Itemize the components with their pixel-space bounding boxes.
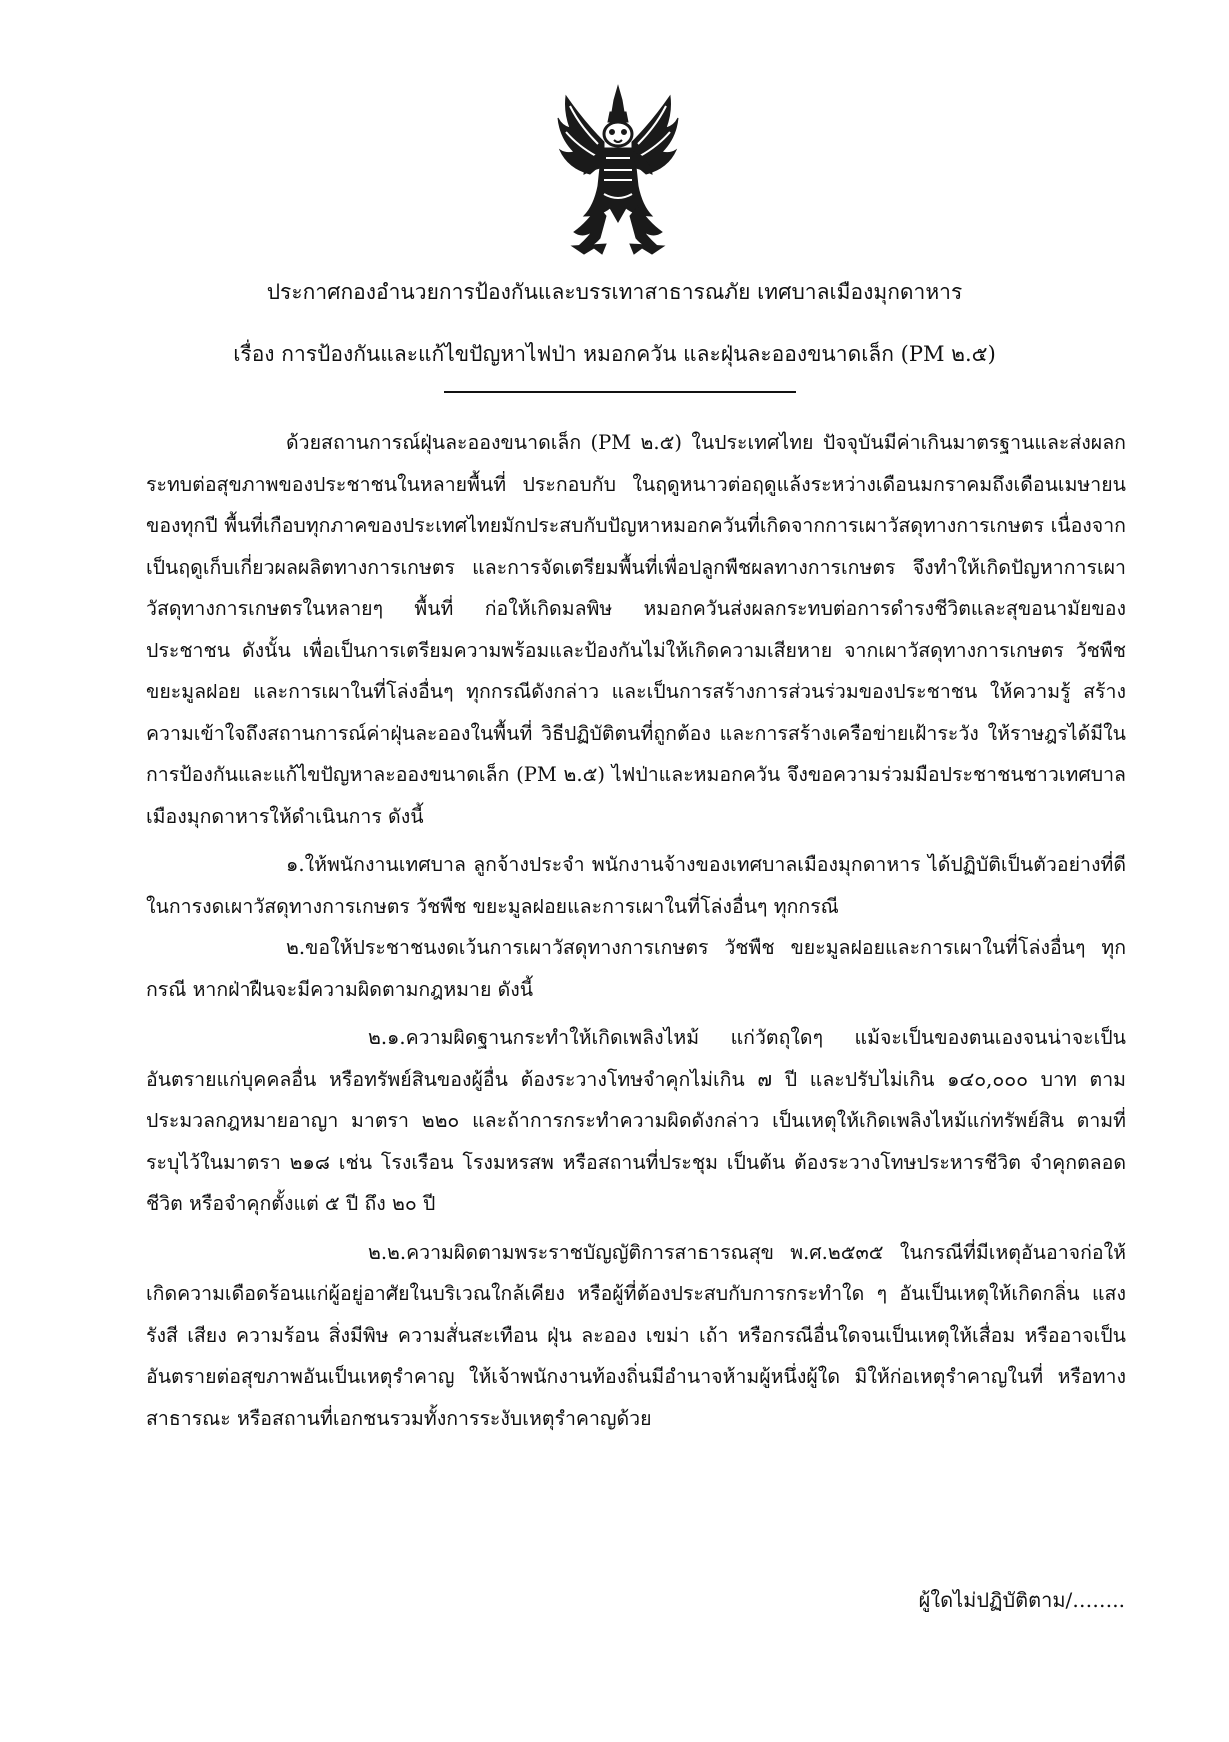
item-1-paragraph: ๑.ให้พนักงานเทศบาล ลูกจ้างประจำ พนักงานจ้างของเทศบาลเมืองมุกดาหาร ได้ปฏิบัติเป็นตัวอย่างที่ดี ในการงดเผาวัสดุทางการเกษตร วัชพืช ขยะมูลฝอยและการเผาในที่โล่งอื่นๆ ทุกกรณี: [146, 853, 1126, 918]
item-2-paragraph: ๒.ขอให้ประชาชนงดเว้นการเผาวัสดุทางการเกษตร วัชพืช ขยะมูลฝอยและการเผาในที่โล่งอื่นๆ ทุกกรณี หากฝ่าฝืนจะมีความผิดตามกฎหมาย ดังนี้: [146, 936, 1126, 1001]
item-2-2-paragraph: ๒.๒.ความผิดตามพระราชบัญญัติการสาธารณสุข พ.ศ.๒๕๓๕ ในกรณีที่มีเหตุอันอาจก่อให้เกิดความเดือดร้อนแก่ผู้อยู่อาศัยในบริเวณใกล้เคียง หรือผู้ที่ต้องประสบกับการกระทำใด ๆ อันเป็นเหตุให้เกิดกลิ่น แสง รังสี เสียง ความร้อน สิ่งมีพิษ ความสั่นสะเทือน ฝุ่น ละออง เขม่า เถ้า หรือกรณีอื่นใดจนเป็นเหตุให้เสื่อม หรืออาจเป็นอันตรายต่อสุขภาพอันเป็นเหตุรำคาญ ให้เจ้าพนักงานท้องถิ่นมีอำนาจห้ามผู้หนึ่งผู้ใด มิให้ก่อเหตุรำคาญในที่ หรือทางสาธารณะ หรือสถานที่เอกชนรวมทั้งการระงับเหตุรำคาญด้วย: [146, 1240, 1126, 1430]
continued-footer: ผู้ใดไม่ปฏิบัติตาม/……..: [918, 1588, 1125, 1612]
garuda-emblem-icon: [554, 82, 682, 258]
announcement-subject: เรื่อง การป้องกันและแก้ไขปัญหาไฟป่า หมอกควัน และฝุ่นละอองขนาดเล็ก (PM ๒.๕): [233, 342, 996, 366]
announcement-title: ประกาศกองอำนวยการป้องกันและบรรเทาสาธารณภัย เทศบาลเมืองมุกดาหาร: [266, 280, 963, 304]
title-divider: [444, 391, 796, 393]
item-2-1-paragraph: ๒.๑.ความผิดฐานกระทำให้เกิดเพลิงไหม้ แก่วัตถุใดๆ แม้จะเป็นของตนเองจนน่าจะเป็นอันตรายแก่บุคคลอื่น หรือทรัพย์สินของผู้อื่น ต้องระวางโทษจำคุกไม่เกิน ๗ ปี และปรับไม่เกิน ๑๔๐,๐๐๐ บาท ตามประมวลกฎหมายอาญา มาตรา ๒๒๐ และถ้าการกระทำความผิดดังกล่าว เป็นเหตุให้เกิดเพลิงไหม้แก่ทรัพย์สิน ตามที่ระบุไว้ในมาตรา ๒๑๘ เช่น โรงเรือน โรงมหรสพ หรือสถานที่ประชุม เป็นต้น ต้องระวางโทษประหารชีวิต จำคุกตลอดชีวิต หรือจำคุกตั้งแต่ ๕ ปี ถึง ๒๐ ปี: [146, 1026, 1126, 1215]
intro-paragraph: ด้วยสถานการณ์ฝุ่นละอองขนาดเล็ก (PM ๒.๕) ในประเทศไทย ปัจจุบันมีค่าเกินมาตรฐานและส่งผลกระทบต่อสุขภาพของประชาชนในหลายพื้นที่ ประกอบกับ ในฤดูหนาวต่อฤดูแล้งระหว่างเดือนมกราคมถึงเดือนเมษายน ของทุกปี พื้นที่เกือบทุกภาคของประเทศไทยมักประสบกับปัญหาหมอกควันที่เกิดจากการเผาวัสดุทางการเกษตร เนื่องจากเป็นฤดูเก็บเกี่ยวผลผลิตทางการเกษตร และการจัดเตรียมพื้นที่เพื่อปลูกพืชผลทางการเกษตร จึงทำให้เกิดปัญหาการเผาวัสดุทางการเกษตรในหลายๆ พื้นที่ ก่อให้เกิดมลพิษ หมอกควันส่งผลกระทบต่อการดำรงชีวิตและสุขอนามัยของประชาชน ดังนั้น เพื่อเป็นการเตรียมความพร้อมและป้องกันไม่ให้เกิดความเสียหาย จากเผาวัสดุทางการเกษตร วัชพืช ขยะมูลฝอย และการเผาในที่โล่งอื่นๆ ทุกกรณีดังกล่าว และเป็นการสร้างการส่วนร่วมของประชาชน ให้ความรู้ สร้างความเข้าใจถึงสถานการณ์ค่าฝุ่นละอองในพื้นที่ วิธีปฏิบัติตนที่ถูกต้อง และการสร้างเครือข่ายเฝ้าระวัง ให้ราษฎรได้มีในการป้องกันและแก้ไขปัญหาละอองขนาดเล็ก (PM ๒.๕) ไฟป่าและหมอกควัน จึงขอความร่วมมือประชาชนชาวเทศบาลเมืองมุกดาหารให้ดำเนินการ ดังนี้: [146, 431, 1126, 828]
announcement-body: [146, 422, 1126, 1439]
